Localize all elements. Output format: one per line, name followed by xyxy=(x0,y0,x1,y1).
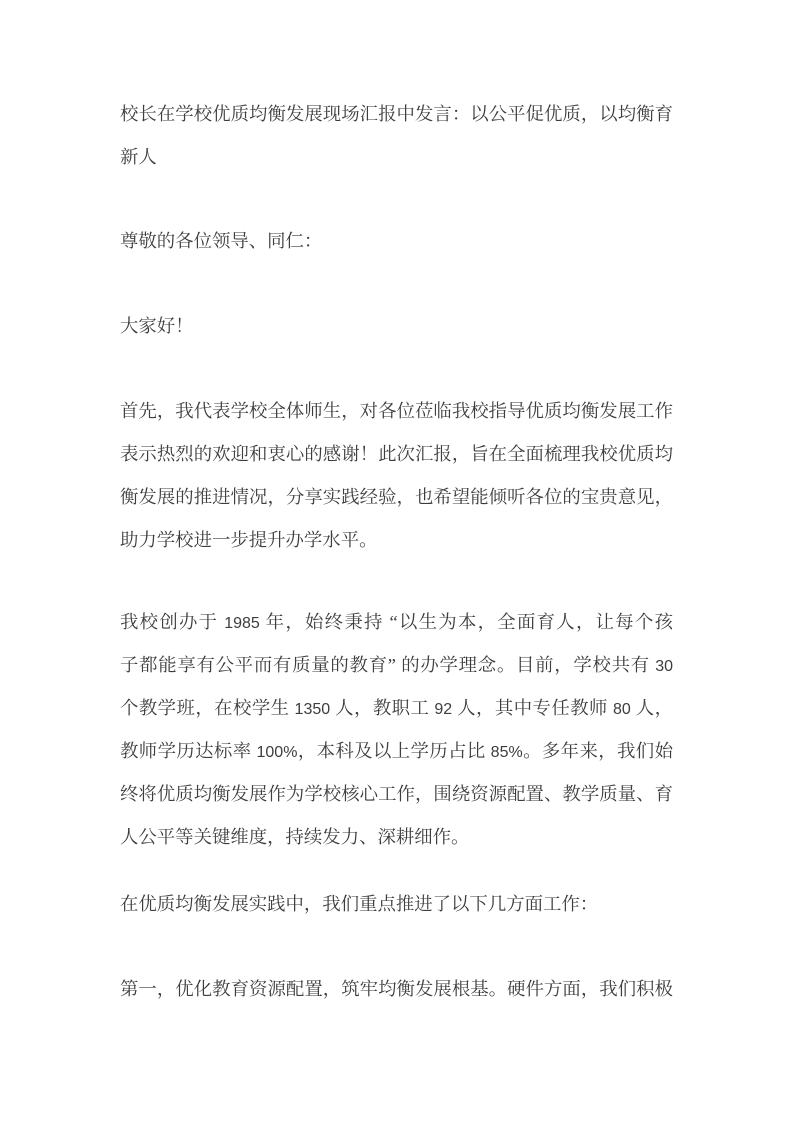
school-line-2: 子都能享有公平而有质量的教育” 的办学理念。目前，学校共有 30 xyxy=(120,655,673,675)
intro-line-2: 表示热烈的欢迎和衷心的感谢！此次汇报，旨在全面梳理我校优质均 xyxy=(120,444,673,464)
school-line-3: 个教学班，在校学生 1350 人，教职工 92 人，其中专任教师 80 人， xyxy=(120,698,673,718)
title-line-2: 新人 xyxy=(120,147,157,167)
paragraph-greeting xyxy=(120,305,673,348)
paragraph-lead-in xyxy=(120,883,673,926)
paragraph-point-one xyxy=(120,968,673,1011)
school-line-6: 人公平等关键维度，持续发力、深耕细作。 xyxy=(120,827,470,847)
document-title xyxy=(120,93,673,179)
title-line-1: 校长在学校优质均衡发展现场汇报中发言：以公平促优质，以均衡育 xyxy=(120,104,673,124)
lead-in-text: 在优质均衡发展实践中，我们重点推进了以下几方面工作： xyxy=(120,894,599,914)
paragraph-salutation xyxy=(120,220,673,263)
intro-line-3: 衡发展的推进情况，分享实践经验，也希望能倾听各位的宝贵意见， xyxy=(120,487,673,507)
intro-line-4: 助力学校进一步提升办学水平。 xyxy=(120,530,378,550)
school-line-4: 教师学历达标率 100%，本科及以上学历占比 85%。多年来，我们始 xyxy=(120,741,673,761)
greeting-text: 大家好！ xyxy=(120,316,194,336)
school-line-1: 我校创办于 1985 年，始终秉持 “以生为本，全面育人，让每个孩 xyxy=(120,612,673,632)
school-line-5: 终将优质均衡发展作为学校核心工作，围绕资源配置、教学质量、育 xyxy=(120,784,673,804)
salutation-text: 尊敬的各位领导、同仁： xyxy=(120,231,323,251)
intro-line-1: 首先，我代表学校全体师生，对各位莅临我校指导优质均衡发展工作 xyxy=(120,401,673,421)
paragraph-intro xyxy=(120,390,673,562)
point-one-text: 第一，优化教育资源配置，筑牢均衡发展根基。硬件方面，我们积极 xyxy=(120,979,673,999)
paragraph-school-overview xyxy=(120,601,673,859)
